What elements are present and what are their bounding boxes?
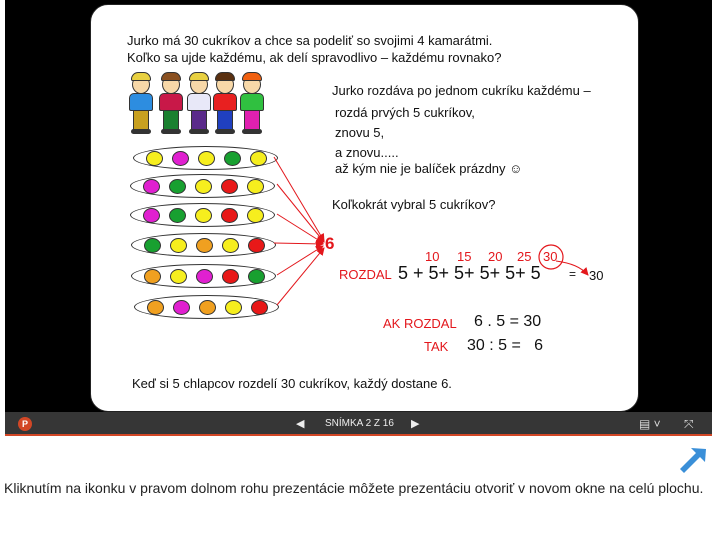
- sum-expression: 5 + 5+ 5+ 5+ 5+ 5: [398, 263, 541, 283]
- running-total-20: 20: [488, 249, 503, 264]
- multiplication: 6 . 5 = 30: [474, 313, 542, 330]
- tak-label: TAK: [424, 339, 449, 354]
- right-text-line-5: až kým nie je balíček prázdny ☺: [335, 161, 523, 176]
- slide: [90, 4, 639, 412]
- equals-sign: =: [569, 267, 577, 281]
- presentation-toolbar: [5, 412, 712, 436]
- question-2: Koľkokrát vybral 5 cukríkov?: [332, 197, 496, 212]
- expand-arrow-icon: [678, 448, 708, 476]
- right-text-line-2: rozdá prvých 5 cukríkov,: [335, 105, 475, 120]
- question-line-2: Koľko sa ujde každému, ak delí spravodlivo – každému rovnako?: [127, 50, 502, 65]
- running-total-30: 30: [543, 249, 558, 264]
- sum-result: 30: [589, 268, 604, 283]
- presentation-viewer: [5, 0, 712, 412]
- running-total-25: 25: [517, 249, 532, 264]
- conclusion: Keď si 5 chlapcov rozdelí 30 cukríkov, každý dostane 6.: [132, 376, 452, 391]
- division: 30 : 5 = 6: [467, 337, 544, 354]
- running-total-10: 10: [425, 249, 440, 264]
- rozdal-label: ROZDAL: [339, 267, 392, 282]
- fullscreen-icon[interactable]: ⤧: [684, 417, 694, 431]
- count-result: 6: [325, 234, 335, 253]
- ak-rozdal-label: AK ROZDAL: [383, 316, 457, 331]
- instruction-note: Kliknutím na ikonku v pravom dolnom rohu prezentácie môžete prezentáciu otvoriť v novom okne na celú plochu.: [4, 480, 704, 496]
- slide-counter: SNÍMKA 2 Z 16: [325, 418, 394, 429]
- right-text-line-4: a znovu.....: [335, 145, 399, 160]
- triangle-left-icon[interactable]: ◀: [296, 418, 305, 430]
- triangle-right-icon[interactable]: ▶: [411, 418, 420, 430]
- running-total-15: 15: [457, 249, 472, 264]
- question-line-1: Jurko má 30 cukríkov a chce sa podeliť so svojimi 4 kamarátmi.: [127, 33, 493, 48]
- right-text-line-1: Jurko rozdáva po jednom cukríku každému –: [332, 83, 591, 98]
- right-text-line-3: znovu 5,: [335, 125, 385, 140]
- powerpoint-icon[interactable]: P: [18, 417, 32, 431]
- notes-view-icon[interactable]: ▤ ˅: [639, 417, 661, 431]
